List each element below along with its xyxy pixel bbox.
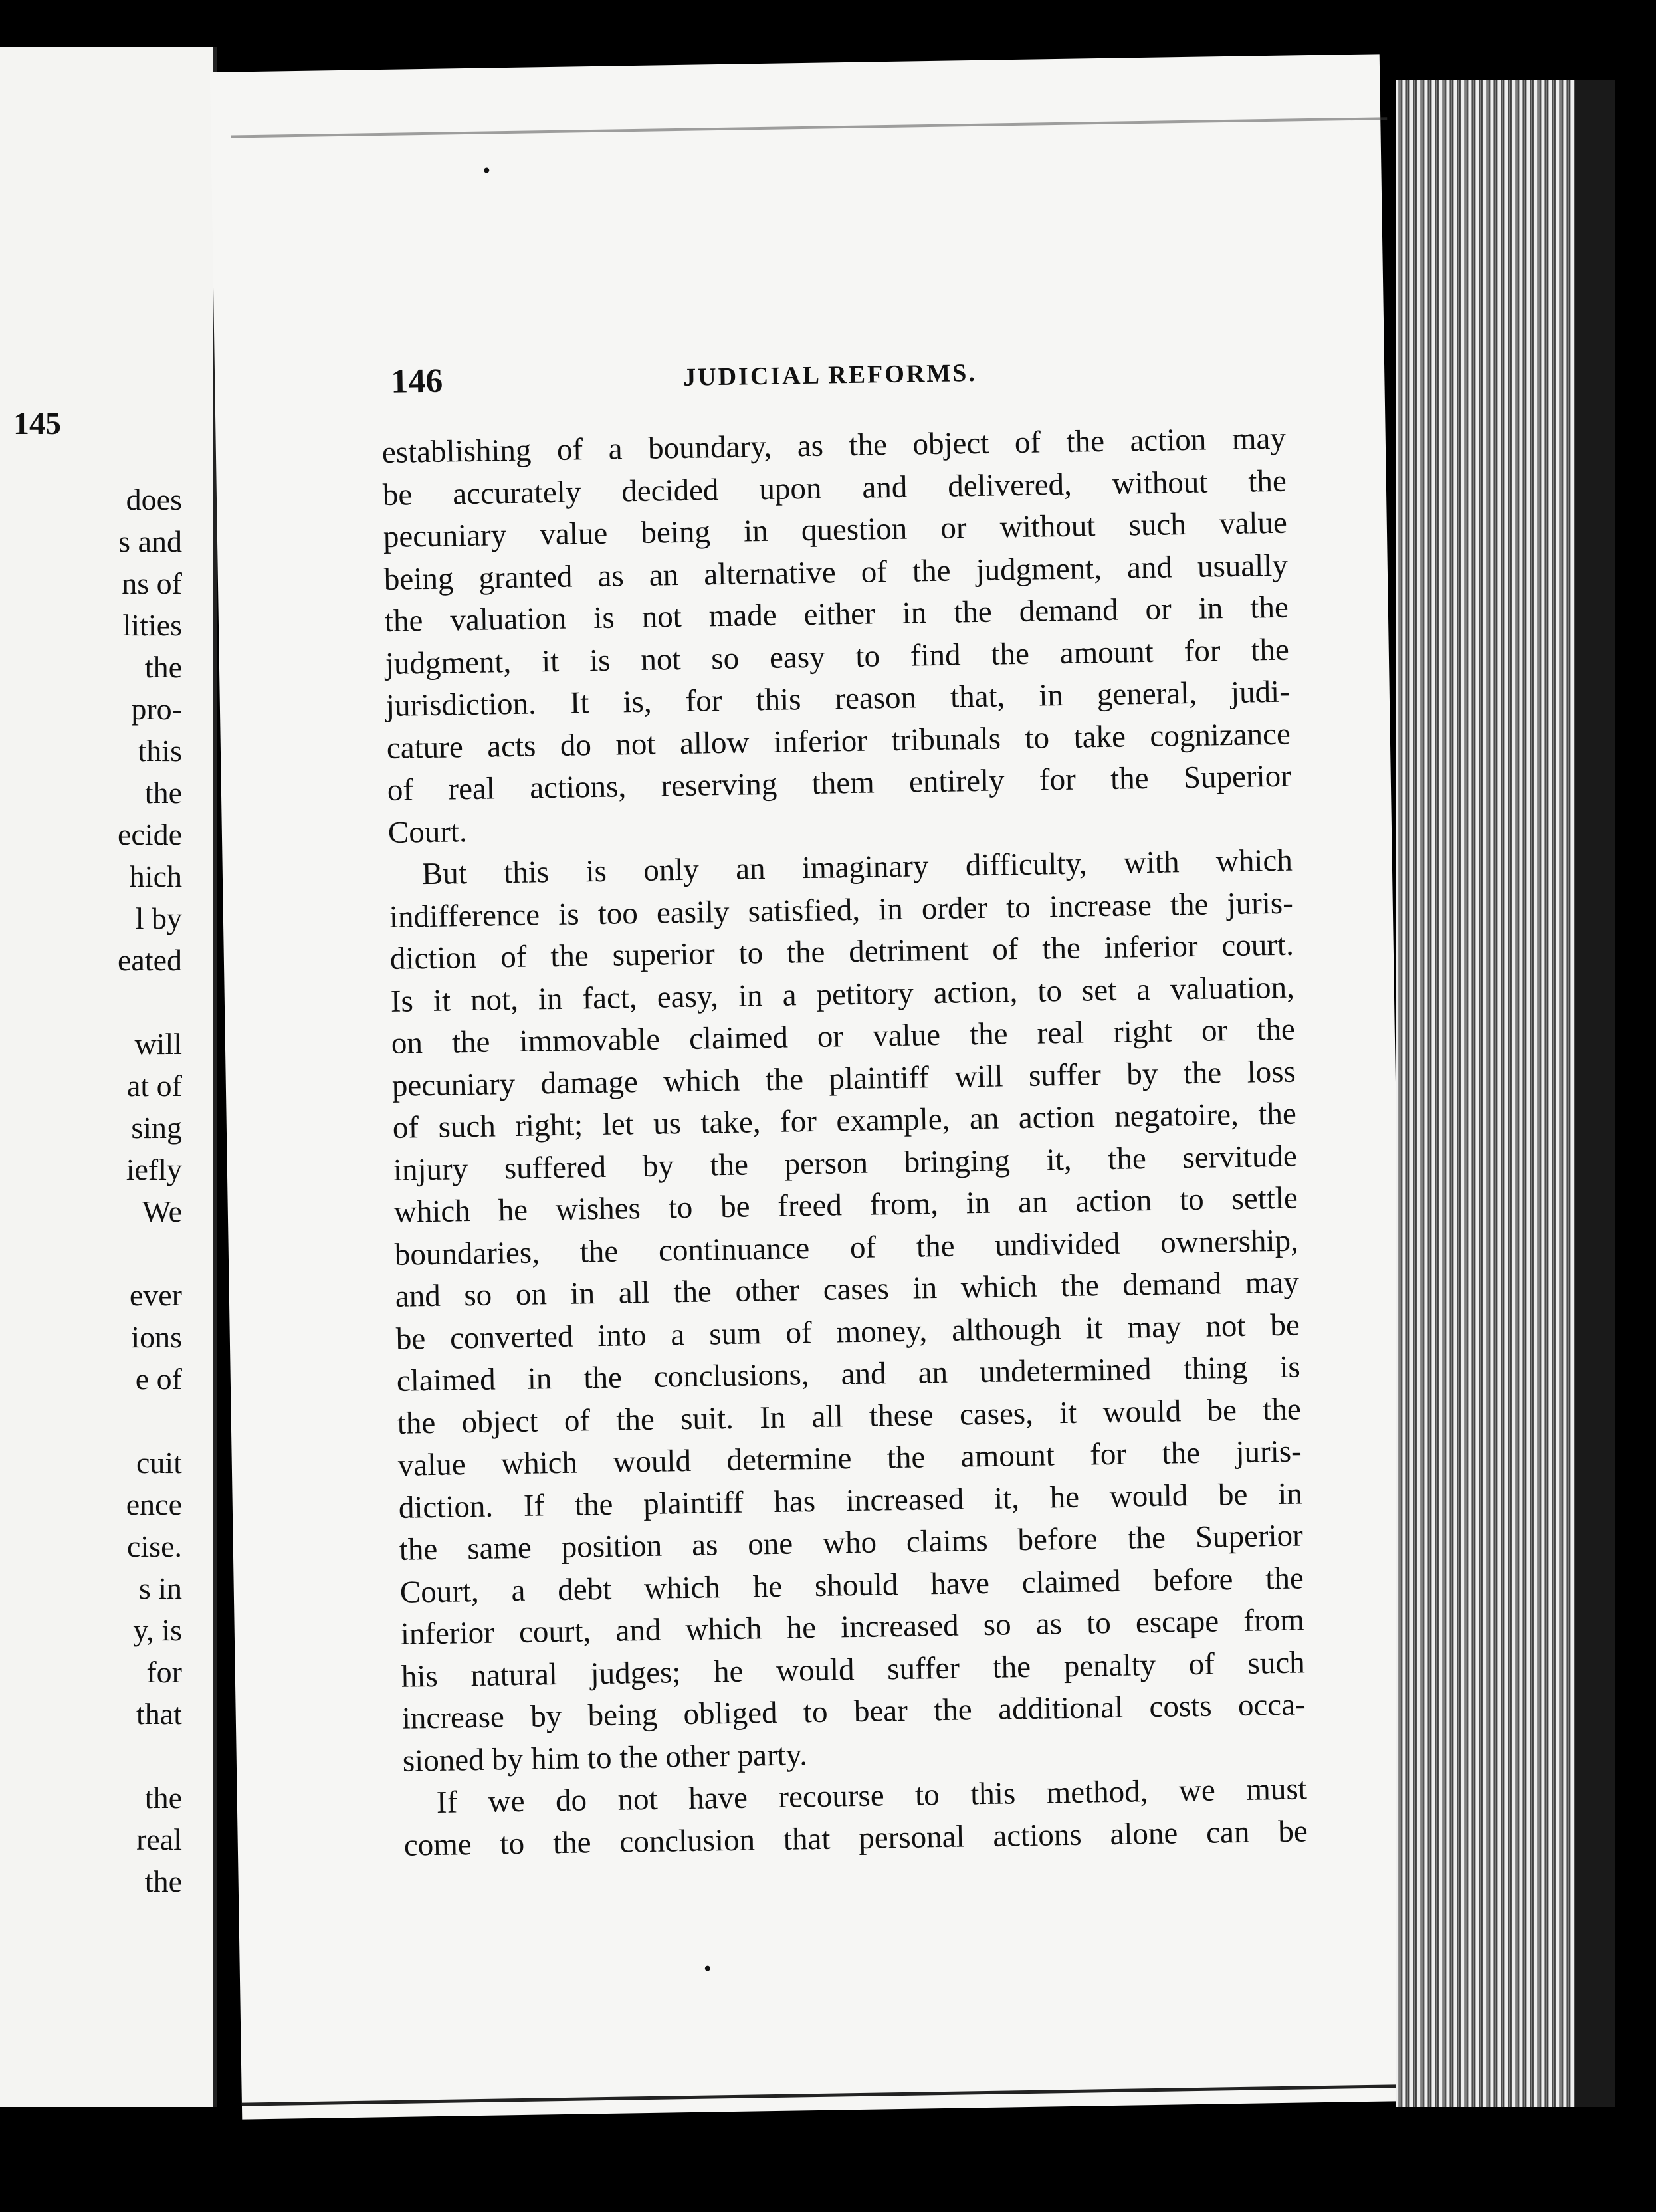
text-line: on the immovable claimed or value the real right or the [391,1012,1296,1061]
ink-speck [484,167,489,173]
previous-page-line: e of [135,1362,182,1396]
previous-page-line: sing [131,1111,182,1145]
text-line: the object of the suit. In all these cases, it would be the [397,1391,1302,1441]
ink-speck [705,1966,710,1971]
previous-page-line: that [136,1697,182,1731]
previous-page-line: ns of [122,566,182,600]
previous-page-line: ence [126,1488,182,1521]
previous-page-line: ever [129,1278,182,1312]
previous-page-line [118,1735,182,1777]
text-line: diction of the superior to the detriment of the inferior court. [389,927,1294,976]
previous-page-line: We [142,1194,182,1228]
previous-page-text [118,479,182,1902]
previous-page-line: the [144,1864,182,1898]
previous-page-line: pro- [131,692,182,726]
previous-page-line [118,1232,182,1274]
text-line: value which would determine the amount for the juris- [397,1434,1302,1483]
previous-page-line: ecide [117,818,182,851]
text-line: establishing of a boundary, as the object of the action may [381,421,1287,471]
previous-page-line [118,981,182,1023]
text-line: But this is only an imaginary difficulty, with which [421,843,1293,892]
text-line: Court, a debt which he should have claimed before the [399,1560,1304,1610]
text-line: be converted into a sum of money, although it may not be [395,1307,1300,1357]
previous-page-line: for [146,1655,182,1689]
text-line: of real actions, reserving them entirely for the Superior [387,758,1292,808]
text-line: and so on in all the other cases in which the demand may [395,1265,1300,1314]
text-line: pecuniary value being in question or without such value [383,505,1288,554]
previous-page-line: hich [129,859,182,893]
text-line: claimed in the conclusions, and an undetermined thing is [396,1349,1301,1398]
text-line: Is it not, in fact, easy, in a petitory action, to set a valuation, [390,970,1295,1019]
page-header [391,348,1295,408]
text-line: sioned by him to the other party. [402,1737,808,1779]
text-line: of such right; let us take, for example, an action negatoire, the [392,1096,1297,1145]
previous-page-line: eated [117,943,182,977]
text-line: indifference is too easily satisfied, in order to increase the juris- [389,885,1294,935]
text-line: If we do not have recourse to this method, we must [436,1771,1308,1820]
text-line: injury suffered by the person bringing it, the servitude [393,1139,1298,1188]
text-line: be accurately decided upon and delivered, without the [382,463,1287,512]
text-line: judgment, it is not so easy to find the amount for the [385,632,1290,681]
text-line: increase by being obliged to bear the additional costs occa- [401,1687,1306,1736]
text-line: the valuation is not made either in the demand or in the [384,590,1289,639]
previous-page-line: at of [126,1069,182,1103]
previous-page-line: cise. [126,1529,182,1563]
previous-page-line: cuit [136,1446,182,1480]
previous-page-line: the [144,1781,182,1815]
page-number: 146 [390,362,443,401]
text-line: pecuniary damage which the plaintiff will suffer by the loss [391,1054,1296,1103]
previous-page-line: s and [118,524,182,558]
previous-page-line: the [144,776,182,810]
previous-page-line: l by [135,901,182,935]
previous-page-line: s in [138,1571,182,1605]
text-line: diction. If the plaintiff has increased it, he would be in [398,1476,1303,1525]
previous-page-line: will [134,1027,182,1061]
body-text [381,418,1308,1867]
previous-page-line: the [144,650,182,684]
previous-page-line: y, is [133,1613,182,1647]
previous-page-line: real [136,1823,182,1856]
text-line: which he wishes to be freed from, in an action to settle [393,1180,1298,1230]
previous-page-line [118,1400,182,1442]
book-page [210,54,1411,2119]
running-head: JUDICIAL REFORMS. [682,358,978,391]
previous-page-line: iefly [126,1153,182,1186]
previous-page-line: does [126,483,182,516]
previous-page-line: ions [131,1320,182,1354]
text-line: his natural judges; he would suffer the penalty of such [401,1644,1306,1694]
text-line: jurisdiction. It is, for this reason that, in general, judi- [385,674,1291,723]
text-line: the same position as one who claims before the Superior [399,1518,1304,1567]
text-line: inferior court, and which he increased so as to escape from [400,1603,1305,1652]
previous-page-number: 145 [13,406,61,441]
previous-page-line: lities [122,608,182,642]
text-line: being granted as an alternative of the judgment, and usually [383,548,1289,597]
text-line: Court. [387,814,468,850]
page-block-edges [1396,80,1615,2107]
text-line: come to the conclusion that personal actions alone can be [403,1813,1308,1863]
previous-page [0,47,217,2107]
previous-page-line: this [138,734,182,768]
text-line: boundaries, the continuance of the undivided ownership, [394,1223,1299,1272]
text-line: cature acts do not allow inferior tribunals to take cognizance [386,717,1291,766]
